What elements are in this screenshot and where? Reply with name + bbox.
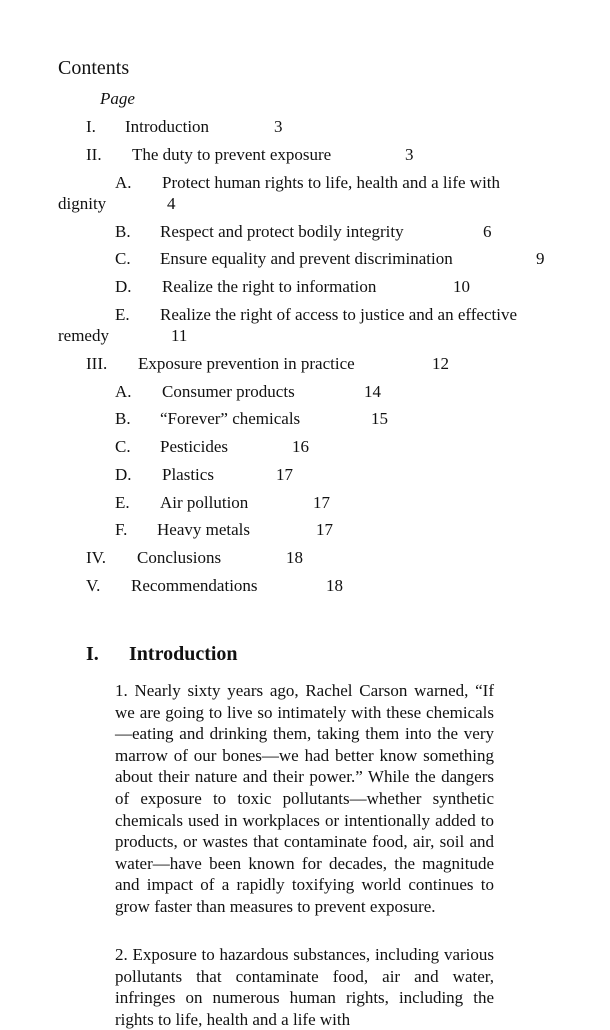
toc-page: 15 — [371, 409, 388, 428]
toc-text[interactable]: Plastics — [162, 465, 214, 484]
toc-text-continuation: dignity — [58, 194, 107, 213]
toc-num: I. — [86, 117, 96, 136]
toc-num: C. — [115, 437, 131, 456]
toc-page: 6 — [483, 222, 492, 241]
toc-text[interactable]: Exposure prevention in practice — [138, 354, 355, 373]
toc-text[interactable]: Heavy metals — [157, 520, 250, 539]
toc-text[interactable]: Conclusions — [137, 548, 222, 567]
section-title: Introduction — [129, 643, 238, 665]
section-number: I. — [86, 643, 99, 665]
toc-num: C. — [115, 249, 131, 268]
toc-page: 18 — [326, 576, 343, 595]
paragraph: 1. Nearly sixty years ago, Rachel Carson warned, “If we are going to live so intimately with these chemicals—eating and drinking them, taking them into the very marrow of our bones—we had better know something about their nature and their power.” While the dangers of exposure to toxic pollutants—whether synthetic chemicals used in workplaces or intentionally added to products, or wastes that contaminate food, air, soil and water—have been known for decades, the magnitude and impact of a rapidly toxifying world continues to grow faster than measures to prevent exposure. — [115, 681, 494, 916]
toc-page: 17 — [313, 493, 330, 512]
toc-num: E. — [115, 305, 130, 324]
toc-page: 4 — [167, 194, 176, 213]
toc-text[interactable]: Protect human rights to life, health and a life with — [162, 173, 501, 192]
toc-page: 17 — [316, 520, 333, 539]
toc-page: 14 — [364, 382, 381, 401]
page-column-label: Page — [100, 89, 135, 108]
toc-page: 9 — [536, 249, 545, 268]
toc-page: 3 — [274, 117, 283, 136]
toc-text[interactable]: Realize the right of access to justice and an effective — [160, 305, 517, 324]
toc-text[interactable]: Ensure equality and prevent discrimination — [160, 249, 453, 268]
toc-text[interactable]: The duty to prevent exposure — [132, 145, 332, 164]
toc-page: 18 — [286, 548, 303, 567]
toc-page: 10 — [453, 277, 470, 296]
toc-text[interactable]: Air pollution — [160, 493, 249, 512]
toc-text[interactable]: Consumer products — [162, 382, 295, 401]
toc-page: 17 — [276, 465, 293, 484]
toc-page: 16 — [292, 437, 309, 456]
toc-num: IV. — [86, 548, 106, 567]
toc-num: A. — [115, 382, 132, 401]
toc-num: D. — [115, 277, 132, 296]
toc-text[interactable]: “Forever” chemicals — [160, 409, 301, 428]
toc-text[interactable]: Recommendations — [131, 576, 258, 595]
toc-page: 12 — [432, 354, 449, 373]
toc-num: D. — [115, 465, 132, 484]
toc-text[interactable]: Introduction — [125, 117, 210, 136]
contents-title: Contents — [58, 57, 130, 79]
toc-num: II. — [86, 145, 102, 164]
toc-text-continuation: remedy — [58, 326, 109, 345]
toc-num: E. — [115, 493, 130, 512]
toc-page: 11 — [171, 326, 188, 345]
toc-num: III. — [86, 354, 108, 373]
toc-num: B. — [115, 222, 131, 241]
toc-page: 3 — [405, 145, 414, 164]
toc-num: V. — [86, 576, 101, 595]
toc-text[interactable]: Pesticides — [160, 437, 228, 456]
toc-text[interactable]: Respect and protect bodily integrity — [160, 222, 404, 241]
toc-num: A. — [115, 173, 132, 192]
toc-text[interactable]: Realize the right to information — [162, 277, 377, 296]
toc-num: B. — [115, 409, 131, 428]
paragraph: 2. Exposure to hazardous substances, including various pollutants that contaminate food, air and water, infringes on numerous human rights, including the rights to life, health and a life with — [115, 945, 494, 1029]
toc-num: F. — [115, 520, 128, 539]
